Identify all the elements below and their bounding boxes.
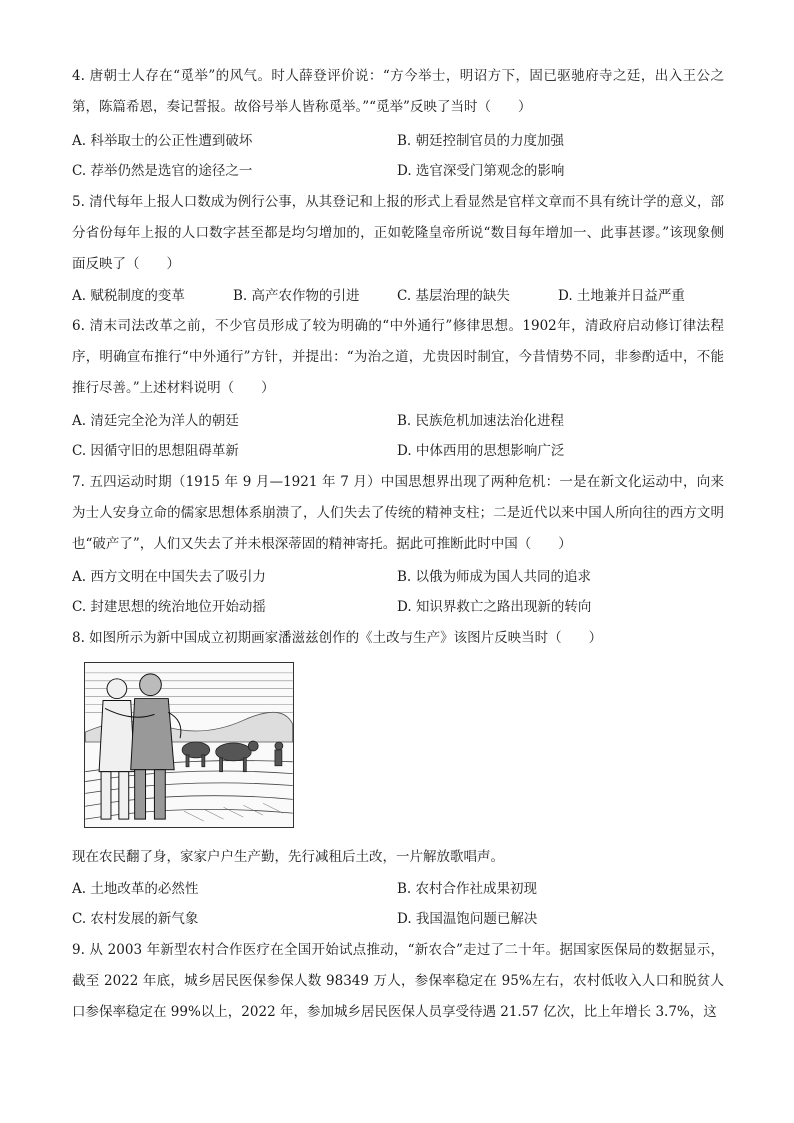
question-4-stem: 4. 唐朝士人存在“觅举”的风气。时人薛登评价说：“方今举士，明诏方下，固已驱驰府寺之廷，出入王公之第，陈篇希恩，奏记誓报。故俗号举人皆称觅举。”“觅举”反映了当时（ ） — [72, 68, 724, 115]
question-7-option-b[interactable]: B. 以俄为师成为国人共同的追求 — [397, 569, 592, 585]
question-5-option-c[interactable]: C. 基层治理的缺失 — [397, 288, 510, 304]
question-6-option-c[interactable]: C. 因循守旧的思想阻碍革新 — [72, 443, 239, 459]
question-8-caption: 现在农民翻了身，家家户户生产勤，先行减租后土改，一片解放歌唱声。 — [72, 849, 504, 865]
question-5-option-d[interactable]: D. 土地兼并日益严重 — [558, 288, 685, 304]
question-8-option-a[interactable]: A. 土地改革的必然性 — [72, 881, 199, 897]
question-8-stem: 8. 如图所示为新中国成立初期画家潘滋兹创作的《土改与生产》该图片反映当时（ ） — [72, 630, 603, 646]
question-4-option-d[interactable]: D. 选官深受门第观念的影响 — [397, 163, 565, 179]
question-5-stem: 5. 清代每年上报人口数成为例行公事，从其登记和上报的形式上看显然是官样文章而不具有统计学的意义，部分省份每年上报的人口数字甚至都是均匀增加的，正如乾隆皇帝所说“数目每年增加一、此事甚谬。”该现象侧面反映了（ ） — [72, 194, 724, 272]
question-4-option-c[interactable]: C. 荐举仍然是选官的途径之一 — [72, 163, 253, 179]
question-5-option-a[interactable]: A. 赋税制度的变革 — [72, 288, 185, 304]
question-4-option-a[interactable]: A. 科举取士的公正性遭到破坏 — [72, 133, 253, 149]
question-6-stem: 6. 清末司法改革之前，不少官员形成了较为明确的“中外通行”修律思想。1902年，清政府启动修订律法程序，明确宣布推行“中外通行”方针，并提出：“为治之道，尤贵因时制宜，今昔情势不同，非参酌适中，不能推行尽善。”上述材料说明（ ） — [72, 318, 724, 396]
question-4-option-b[interactable]: B. 朝廷控制官员的力度加强 — [397, 133, 565, 149]
question-6-option-a[interactable]: A. 清廷完全沦为洋人的朝廷 — [72, 413, 239, 429]
question-8-option-d[interactable]: D. 我国温饱问题已解决 — [397, 911, 538, 927]
land-reform-illustration — [84, 662, 294, 828]
question-5-option-b[interactable]: B. 高产农作物的引进 — [233, 288, 360, 304]
question-6-option-b[interactable]: B. 民族危机加速法治化进程 — [397, 413, 565, 429]
question-8-option-c[interactable]: C. 农村发展的新气象 — [72, 911, 199, 927]
question-7-option-c[interactable]: C. 封建思想的统治地位开始动摇 — [72, 599, 266, 615]
question-7-option-d[interactable]: D. 知识界救亡之路出现新的转向 — [397, 599, 592, 615]
question-7-stem: 7. 五四运动时期（1915 年 9 月—1921 年 7 月）中国思想界出现了两种危机：一是在新文化运动中，向来为士人安身立命的儒家思想体系崩溃了，人们失去了传统的精神支柱；二是近代以来中国人所向往的西方文明也“破产了”，人们又失去了并未根深蒂固的精神寄托。据此可推断此时中国（ ） — [72, 474, 724, 552]
question-6-option-d[interactable]: D. 中体西用的思想影响广泛 — [397, 443, 565, 459]
question-8-option-b[interactable]: B. 农村合作社成果初现 — [397, 881, 538, 897]
question-7-option-a[interactable]: A. 西方文明在中国失去了吸引力 — [72, 569, 266, 585]
question-9-stem: 9. 从 2003 年新型农村合作医疗在全国开始试点推动，“新农合”走过了二十年。据国家医保局的数据显示，截至 2022 年底，城乡居民医保参保人数 98349 万人，参保率稳定在 95%左右，农村低收入人口和脱贫人口参保率稳定在 99%以上，2022 年，参加城乡居民医保人员享受待遇 21.57 亿次，比上年增长 3.7%，这 — [72, 942, 724, 1020]
